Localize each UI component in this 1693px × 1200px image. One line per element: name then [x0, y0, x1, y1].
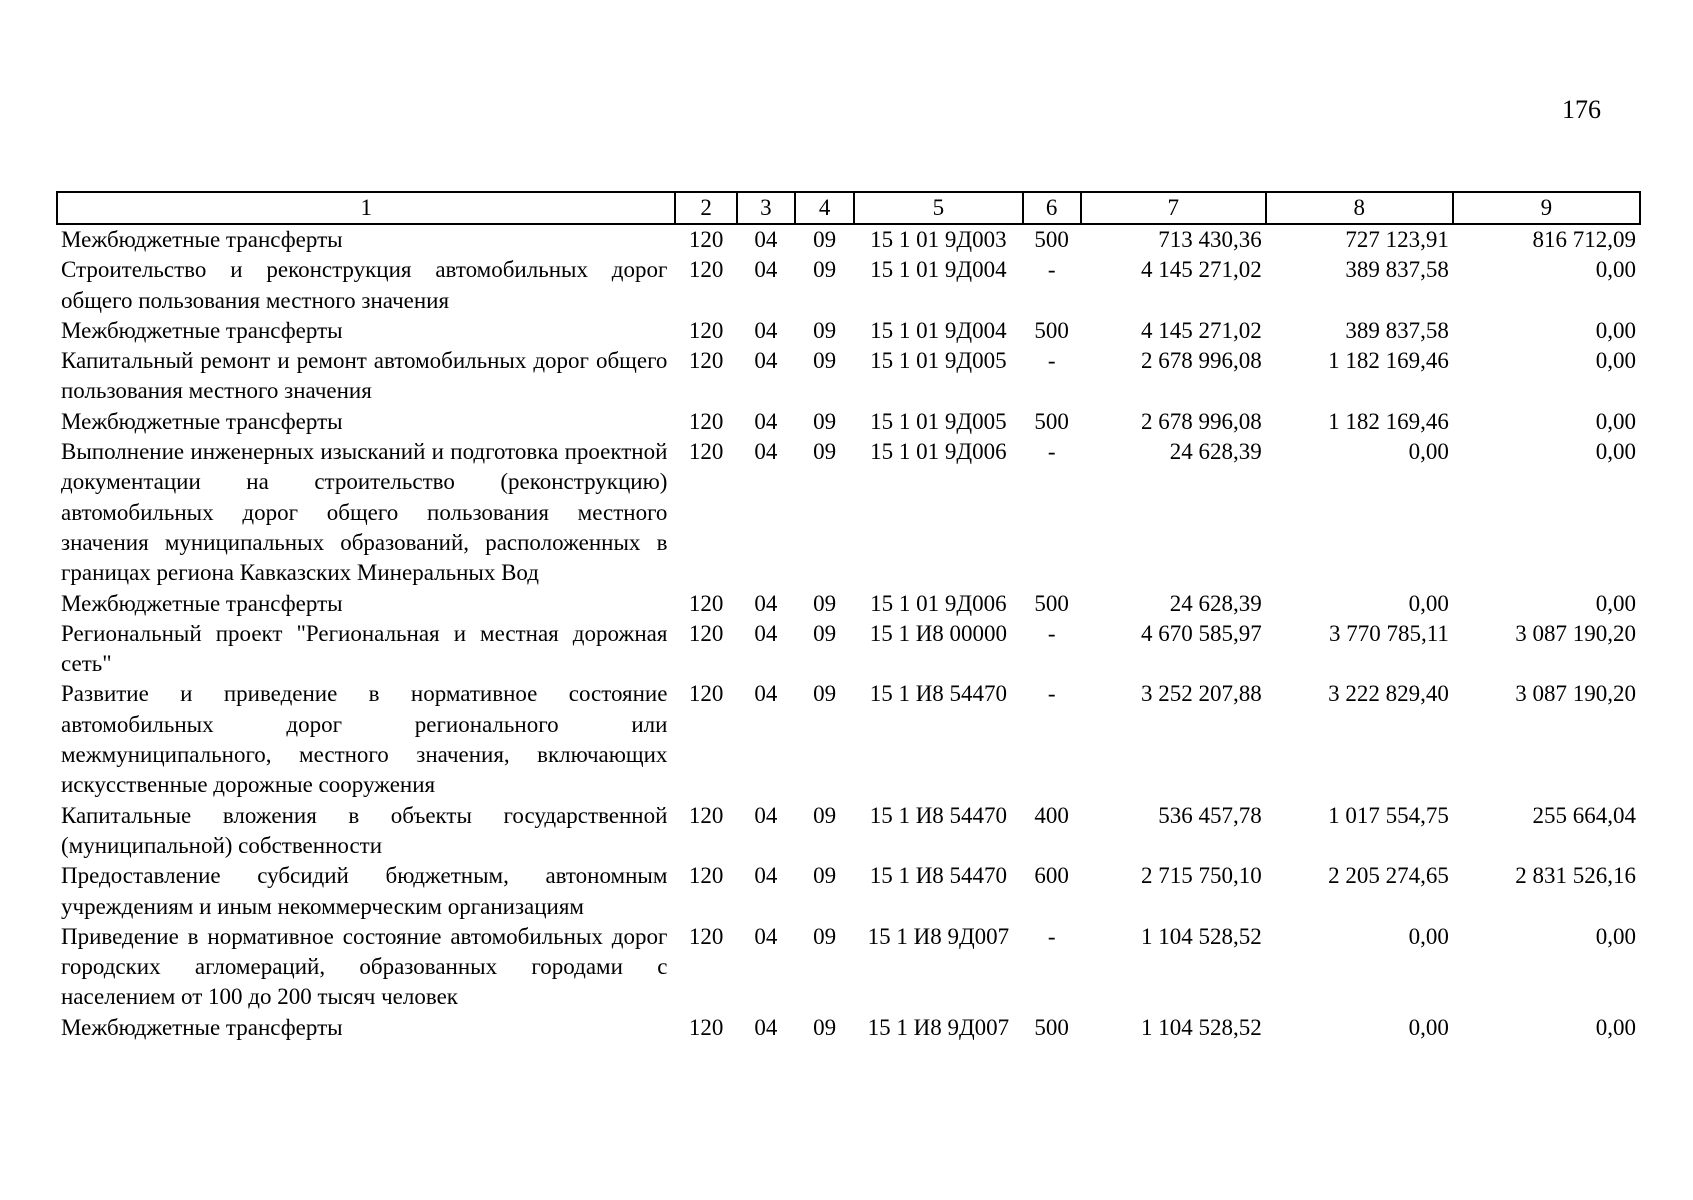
cell-col-7: 536 457,78 — [1158, 802, 1262, 828]
cell-col-3: 04 — [754, 439, 778, 465]
table-body — [57, 224, 1640, 1043]
row-description: Межбюджетные трансферты — [61, 227, 343, 252]
cell-col-3: 04 — [754, 802, 778, 828]
cell-col-9: 2 831 526,16 — [1515, 863, 1636, 889]
header-col-1: 1 — [57, 192, 675, 224]
cell-col-3: 04 — [754, 681, 778, 707]
cell-col-8: 0,00 — [1408, 923, 1449, 949]
cell-col-3: 04 — [754, 408, 778, 434]
cell-col-6: 500 — [1034, 408, 1069, 434]
row-description: Региональный проект "Региональная и местная дорожная сеть" — [61, 620, 668, 677]
cell-col-5: 15 1 И8 54470 — [869, 681, 1008, 707]
cell-col-4: 09 — [813, 348, 837, 374]
cell-col-5: 15 1 И8 00000 — [869, 620, 1008, 646]
cell-col-5: 15 1 01 9Д005 — [870, 408, 1007, 434]
cell-col-7: 2 715 750,10 — [1141, 863, 1262, 889]
cell-col-9: 0,00 — [1595, 1014, 1636, 1040]
cell-col-6: 500 — [1034, 590, 1069, 616]
cell-col-2: 120 — [688, 590, 724, 616]
cell-col-6: - — [1047, 620, 1056, 646]
table-row — [57, 922, 1640, 1013]
cell-col-5: 15 1 01 9Д005 — [870, 348, 1007, 374]
header-row — [57, 192, 1640, 224]
cell-col-7: 24 628,39 — [1169, 439, 1262, 465]
row-description: Развитие и приведение в нормативное состояние автомобильных дорог регионального или межмуниципального, местного значения, включающих искусственные дорожные сооружения — [61, 681, 668, 798]
cell-col-6: - — [1047, 923, 1056, 949]
cell-col-2: 120 — [688, 1014, 724, 1040]
cell-col-7: 24 628,39 — [1169, 590, 1262, 616]
cell-col-4: 09 — [813, 1014, 837, 1040]
cell-col-3: 04 — [754, 863, 778, 889]
cell-col-8: 3 222 829,40 — [1328, 681, 1449, 707]
header-col-7: 7 — [1081, 192, 1266, 224]
cell-col-4: 09 — [813, 408, 837, 434]
cell-col-2: 120 — [688, 802, 724, 828]
cell-col-6: 600 — [1034, 863, 1069, 889]
cell-col-8: 1 182 169,46 — [1328, 408, 1449, 434]
cell-col-3: 04 — [754, 317, 778, 343]
cell-col-2: 120 — [688, 348, 724, 374]
row-description: Капитальные вложения в объекты государственной (муниципальной) собственности — [61, 802, 668, 858]
cell-col-2: 120 — [688, 681, 724, 707]
cell-col-4: 09 — [813, 620, 837, 646]
cell-col-6: - — [1047, 681, 1056, 707]
cell-col-7: 2 678 996,08 — [1141, 408, 1262, 434]
cell-col-9: 0,00 — [1595, 439, 1636, 465]
cell-col-9: 0,00 — [1595, 923, 1636, 949]
cell-col-7: 4 670 585,97 — [1141, 620, 1262, 646]
cell-col-4: 09 — [813, 317, 837, 343]
cell-col-2: 120 — [688, 317, 724, 343]
table-row — [57, 346, 1640, 407]
table-row — [57, 679, 1640, 800]
row-description: Строительство и реконструкция автомобильных дорог общего пользования местного значения — [61, 257, 668, 313]
cell-col-5: 15 1 01 9Д006 — [870, 590, 1007, 616]
cell-col-7: 713 430,36 — [1158, 227, 1262, 252]
cell-col-8: 3 770 785,11 — [1328, 620, 1449, 646]
cell-col-3: 04 — [754, 1014, 778, 1040]
cell-col-6: 400 — [1034, 802, 1069, 828]
budget-table — [56, 191, 1641, 1043]
row-description: Предоставление субсидий бюджетным, автономным учреждениям и иным некоммерческим организациям — [61, 863, 668, 919]
cell-col-8: 1 182 169,46 — [1328, 348, 1449, 374]
page-number: 176 — [1562, 95, 1601, 124]
cell-col-2: 120 — [688, 408, 724, 434]
cell-col-8: 0,00 — [1408, 1014, 1449, 1040]
cell-col-2: 120 — [688, 227, 724, 252]
cell-col-7: 4 145 271,02 — [1141, 257, 1262, 283]
cell-col-6: 500 — [1034, 317, 1069, 343]
cell-col-5: 15 1 01 9Д003 — [870, 227, 1007, 252]
cell-col-9: 255 664,04 — [1532, 802, 1636, 828]
table-row — [57, 801, 1640, 862]
cell-col-8: 2 205 274,65 — [1328, 863, 1449, 889]
table-row — [57, 861, 1640, 922]
cell-col-2: 120 — [688, 863, 724, 889]
cell-col-5: 15 1 01 9Д006 — [870, 439, 1007, 465]
cell-col-5: 15 1 И8 9Д007 — [867, 1014, 1010, 1040]
cell-col-2: 120 — [688, 620, 724, 646]
cell-col-6: - — [1047, 257, 1056, 283]
table-row — [57, 619, 1640, 680]
cell-col-4: 09 — [813, 590, 837, 616]
cell-col-5: 15 1 01 9Д004 — [870, 257, 1007, 283]
header-col-5: 5 — [854, 192, 1022, 224]
header-col-2: 2 — [675, 192, 736, 224]
cell-col-4: 09 — [813, 802, 837, 828]
cell-col-5: 15 1 И8 9Д007 — [867, 923, 1010, 949]
cell-col-7: 4 145 271,02 — [1141, 317, 1262, 343]
cell-col-9: 0,00 — [1595, 408, 1636, 434]
row-description: Выполнение инженерных изысканий и подготовка проектной документации на строительство (реконструкцию) автомобильных дорог общего пользования местного значения муниципальных образований, расположенных в границах региона Кавказских Минеральных Вод — [61, 439, 668, 586]
row-description: Межбюджетные трансферты — [61, 408, 343, 434]
header-col-6: 6 — [1023, 192, 1081, 224]
table-row — [57, 255, 1640, 316]
row-description: Капитальный ремонт и ремонт автомобильных дорог общего пользования местного значения — [61, 348, 668, 404]
table-header — [57, 192, 1640, 224]
cell-col-5: 15 1 И8 54470 — [869, 863, 1008, 889]
header-col-4: 4 — [795, 192, 854, 224]
cell-col-5: 15 1 И8 54470 — [869, 802, 1008, 828]
cell-col-4: 09 — [813, 257, 837, 283]
cell-col-2: 120 — [688, 923, 724, 949]
cell-col-9: 0,00 — [1595, 590, 1636, 616]
cell-col-3: 04 — [754, 227, 778, 252]
header-col-3: 3 — [737, 192, 795, 224]
cell-col-7: 3 252 207,88 — [1141, 681, 1262, 707]
cell-col-4: 09 — [813, 227, 837, 252]
cell-col-7: 1 104 528,52 — [1141, 923, 1262, 949]
cell-col-3: 04 — [754, 620, 778, 646]
cell-col-3: 04 — [754, 348, 778, 374]
cell-col-6: - — [1047, 439, 1056, 465]
header-col-8: 8 — [1266, 192, 1453, 224]
cell-col-3: 04 — [754, 257, 778, 283]
table-row — [57, 407, 1640, 437]
cell-col-9: 0,00 — [1595, 317, 1636, 343]
cell-col-8: 389 837,58 — [1345, 317, 1449, 343]
cell-col-4: 09 — [813, 681, 837, 707]
cell-col-9: 0,00 — [1595, 257, 1636, 283]
cell-col-8: 727 123,91 — [1345, 227, 1449, 252]
cell-col-2: 120 — [688, 439, 724, 465]
cell-col-9: 3 087 190,20 — [1515, 620, 1636, 646]
cell-col-6: 500 — [1034, 227, 1069, 252]
cell-col-4: 09 — [813, 863, 837, 889]
cell-col-8: 0,00 — [1408, 439, 1449, 465]
header-col-9: 9 — [1453, 192, 1640, 224]
row-description: Приведение в нормативное состояние автомобильных дорог городских агломераций, образованных городами с населением от 100 до 200 тысяч человек — [61, 923, 668, 1010]
table-row — [57, 1013, 1640, 1043]
cell-col-9: 816 712,09 — [1532, 227, 1636, 252]
cell-col-3: 04 — [754, 590, 778, 616]
row-description: Межбюджетные трансферты — [61, 590, 343, 616]
cell-col-6: - — [1047, 348, 1056, 374]
table-row — [57, 316, 1640, 346]
cell-col-7: 2 678 996,08 — [1141, 348, 1262, 374]
cell-col-7: 1 104 528,52 — [1141, 1014, 1262, 1040]
cell-col-5: 15 1 01 9Д004 — [870, 317, 1007, 343]
cell-col-8: 1 017 554,75 — [1328, 802, 1449, 828]
cell-col-4: 09 — [813, 439, 837, 465]
table-row — [57, 437, 1640, 588]
cell-col-8: 0,00 — [1408, 590, 1449, 616]
row-description: Межбюджетные трансферты — [61, 1014, 343, 1040]
table-row — [57, 589, 1640, 619]
cell-col-6: 500 — [1034, 1014, 1069, 1040]
cell-col-9: 3 087 190,20 — [1515, 681, 1636, 707]
cell-col-4: 09 — [813, 923, 837, 949]
cell-col-9: 0,00 — [1595, 348, 1636, 374]
cell-col-8: 389 837,58 — [1345, 257, 1449, 283]
row-description: Межбюджетные трансферты — [61, 317, 343, 343]
cell-col-3: 04 — [754, 923, 778, 949]
cell-col-2: 120 — [688, 257, 724, 283]
table-row — [57, 224, 1640, 255]
